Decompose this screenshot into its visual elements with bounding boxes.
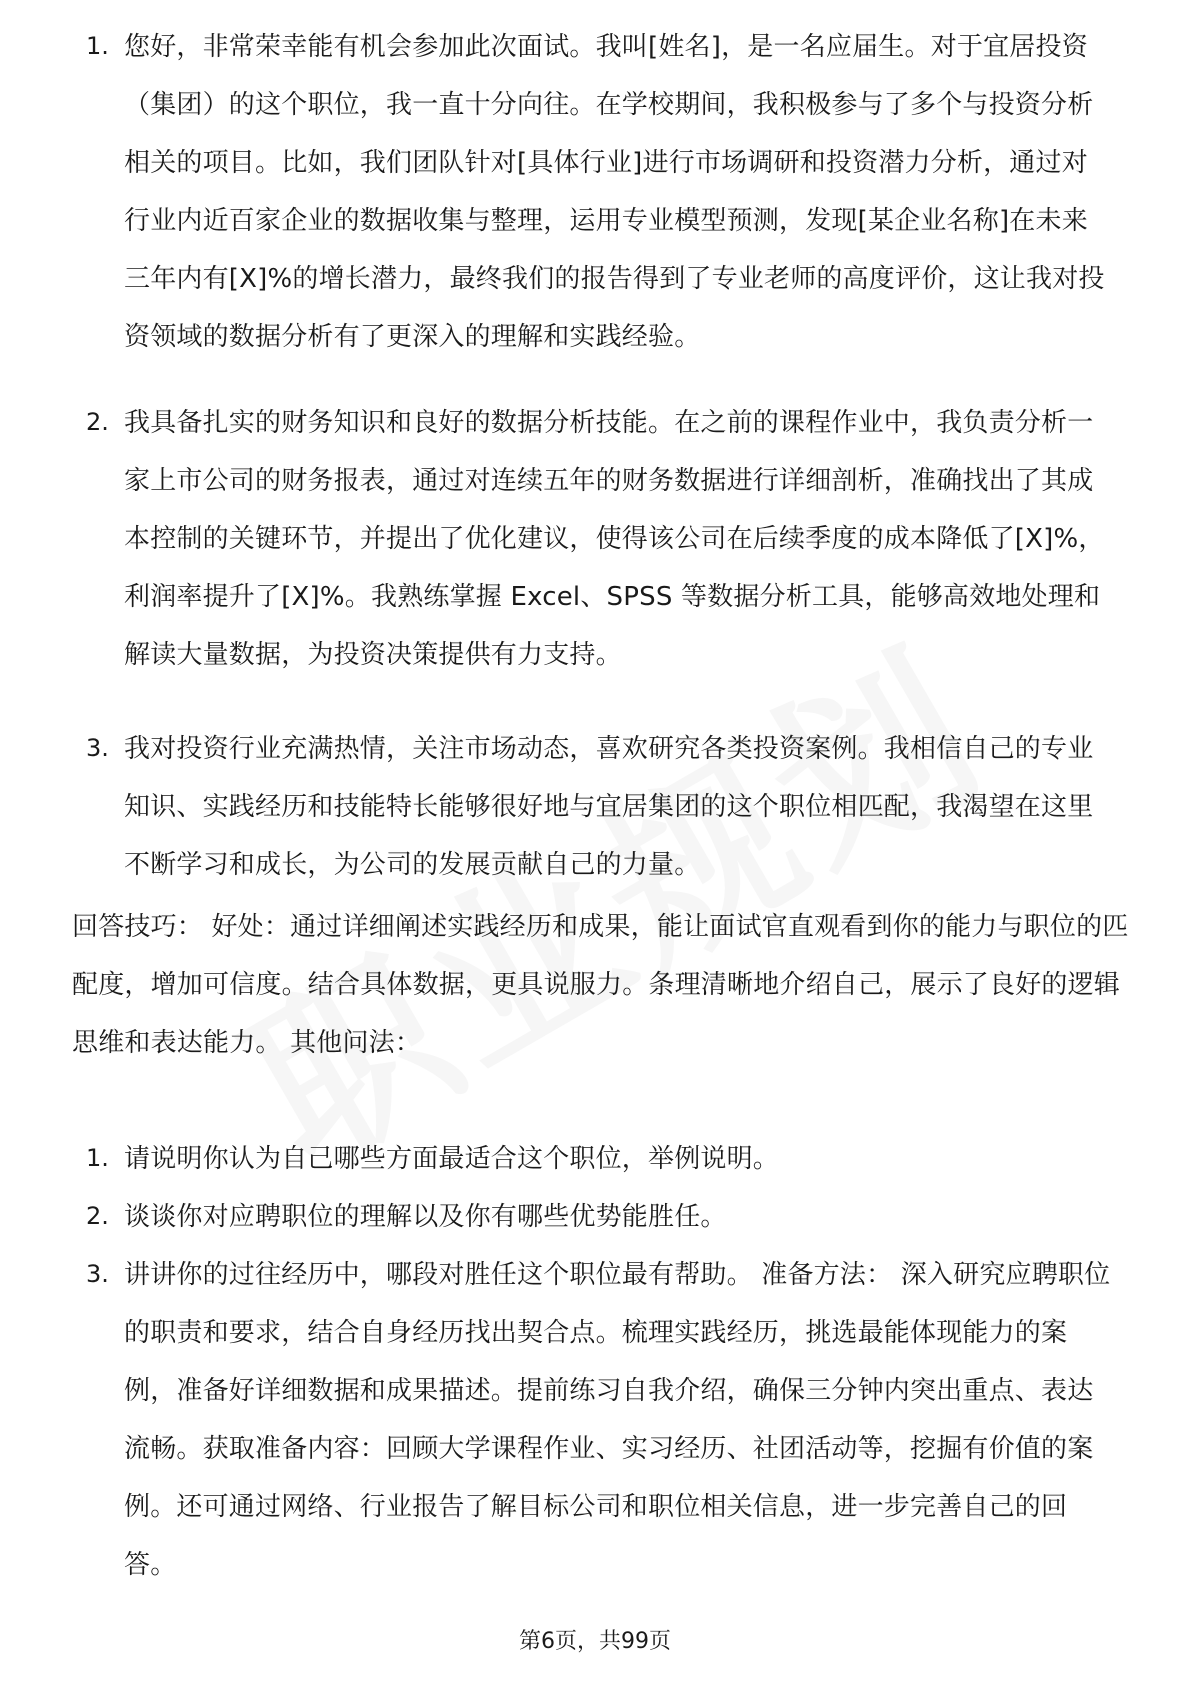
list-item-number: 1. (86, 32, 109, 60)
list-item-number: 2. (86, 408, 109, 436)
answer-tips-paragraph: 回答技巧： 好处：通过详细阐述实践经历和成果，能让面试官直观看到你的能力与职位的匹配度，增加可信度。结合具体数据，更具说服力。条理清晰地介绍自己，展示了良好的逻辑思维和表达能力。 其他问法： (72, 912, 1129, 1058)
list-item-number: 2. (86, 1202, 109, 1230)
list-item-text: 讲讲你的过往经历中，哪段对胜任这个职位最有帮助。 准备方法： 深入研究应聘职位的职责和要求，结合自身经历找出契合点。梳理实践经历，挑选最能体现能力的案例，准备好详细数据和成果描述。提前练习自我介绍，确保三分钟内突出重点、表达流畅。获取准备内容：回顾大学课程作业、实习经历、社团活动等，挖掘有价值的案例。还可通过网络、行业报告了解目标公司和职位相关信息，进一步完善自己的回答。 (124, 1260, 1111, 1580)
list-item-number: 3. (86, 734, 109, 762)
page-number: 第6页，共99页 (519, 1629, 671, 1654)
list-item-text: 我具备扎实的财务知识和良好的数据分析技能。在之前的课程作业中，我负责分析一家上市公司的财务报表，通过对连续五年的财务数据进行详细剖析，准确找出了其成本控制的关键环节，并提出了优化建议，使得该公司在后续季度的成本降低了[X]%，利润率提升了[X]%。我熟练掌握 Excel、SPSS 等数据分析工具，能够高效地处理和解读大量数据，为投资决策提供有力支持。 (124, 408, 1105, 670)
list-item-text: 我对投资行业充满热情，关注市场动态，喜欢研究各类投资案例。我相信自己的专业知识、实践经历和技能特长能够很好地与宜居集团的这个职位相匹配，我渴望在这里不断学习和成长，为公司的发展贡献自己的力量。 (124, 734, 1094, 880)
list-item-number: 3. (86, 1260, 109, 1288)
list-item-text: 您好，非常荣幸能有机会参加此次面试。我叫[姓名]，是一名应届生。对于宜居投资（集团）的这个职位，我一直十分向往。在学校期间，我积极参与了多个与投资分析相关的项目。比如，我们团队针对[具体行业]进行市场调研和投资潜力分析，通过对行业内近百家企业的数据收集与整理，运用专业模型预测，发现[某企业名称]在未来三年内有[X]%的增长潜力，最终我们的报告得到了专业老师的高度评价，这让我对投资领域的数据分析有了更深入的理解和实践经验。 (124, 32, 1105, 352)
list-item-number: 1. (86, 1144, 109, 1172)
list-item-text: 请说明你认为自己哪些方面最适合这个职位，举例说明。 (124, 1144, 780, 1174)
list-item-text: 谈谈你对应聘职位的理解以及你有哪些优势能胜任。 (124, 1202, 727, 1232)
